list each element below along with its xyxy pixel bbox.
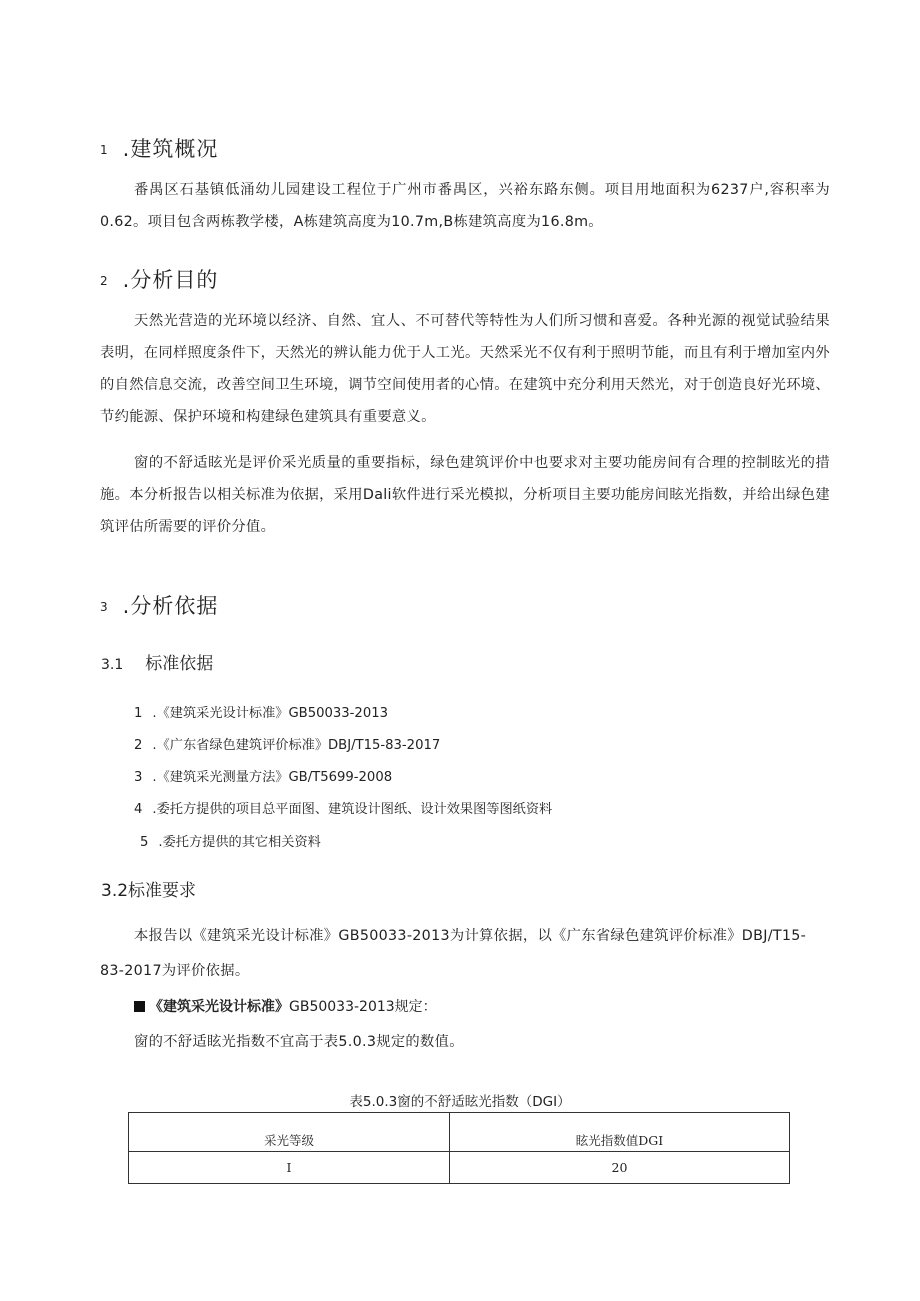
section-3-title: .分析依据 [122,594,219,618]
list-item-number: 1 [134,706,143,721]
section-3-heading [100,590,218,620]
list-item-number: 4 [134,802,143,817]
section-3-number: 3 [100,600,109,614]
list-item [134,800,552,820]
section-1-paragraph: 番禺区石基镇低涌幼儿园建设工程位于广州市番禺区，兴裕东路东侧。项目用地面积为6237户,容积率为0.62。项目包含两栋教学楼，A栋建筑高度为10.7m,B栋建筑高度为16.8m。 [100,182,830,230]
table-header-cell: 采光等级 [129,1113,450,1152]
subsection-3-1-title: 标准依据 [145,654,214,674]
table-row [129,1152,790,1184]
section-2-heading [100,264,218,294]
list-item-text: .委托方提供的项目总平面图、建筑设计图纸、设计效果图等图纸资料 [152,802,553,817]
section-1-heading [100,133,218,163]
subsection-3-1-number: 3.1 [101,657,124,673]
table-cell: I [129,1152,450,1184]
section-2-number: 2 [100,274,109,288]
list-item [134,768,392,788]
list-item [134,736,440,756]
list-item-number: 5 [140,835,149,850]
section-2-paragraph-1: 天然光营造的光环境以经济、自然、宜人、不可替代等特性为人们所习惯和喜爱。各种光源的视觉试验结果表明，在同样照度条件下，天然光的辨认能力优于人工光。天然采光不仅有利于照明节能，而且有利于增加室内外的自然信息交流，改善空间卫生环境，调节空间使用者的心情。在建筑中充分利用天然光，对于创造良好光环境、节约能源、保护环境和构建绿色建筑具有重要意义。 [100,313,830,425]
list-item-text: .委托方提供的其它相关资料 [158,835,321,850]
table-caption: 表5.0.3窗的不舒适眩光指数（DGI） [349,1094,571,1110]
table-header-row [129,1113,790,1152]
section-1-number: 1 [100,143,109,157]
table-cell: 20 [450,1152,790,1184]
list-item-text: .《广东省绿色建筑评价标准》DBJ/T15-83-2017 [152,738,441,753]
section-2-paragraph-2: 窗的不舒适眩光是评价采光质量的重要指标，绿色建筑评价中也要求对主要功能房间有合理的控制眩光的措施。本分析报告以相关标准为依据，采用Dali软件进行采光模拟，分析项目主要功能房间眩光指数，并给出绿色建筑评估所需要的评价分值。 [100,455,830,535]
standard-bullet [134,996,437,1016]
list-item-number: 2 [134,738,143,753]
requirement-paragraph-line-2: 83-2017为评价依据。 [100,963,250,979]
list-item [140,833,321,853]
square-bullet-icon [134,1001,145,1012]
list-item-text: .《建筑采光测量方法》GB/T5699-2008 [152,770,393,785]
subsection-3-2-heading: 3.2标准要求 [101,881,197,901]
standard-bullet-title: 《建筑采光设计标准》 [149,999,289,1015]
list-item-text: .《建筑采光设计标准》GB50033-2013 [152,706,388,721]
list-item-number: 3 [134,770,143,785]
table-header-cell: 眩光指数值DGI [450,1113,790,1152]
requirement-note: 窗的不舒适眩光指数不宜高于表5.0.3规定的数值。 [134,1034,464,1050]
dgi-table [128,1112,790,1184]
subsection-3-1-heading [101,649,213,674]
section-2-title: .分析目的 [122,268,219,292]
requirement-paragraph-line-1: 本报告以《建筑采光设计标准》GB50033-2013为计算依据，以《广东省绿色建筑评价标准》DBJ/T15- [134,928,807,944]
standard-bullet-rest: GB50033-2013规定： [289,999,437,1015]
list-item [134,704,388,724]
section-1-title: .建筑概况 [122,137,219,161]
